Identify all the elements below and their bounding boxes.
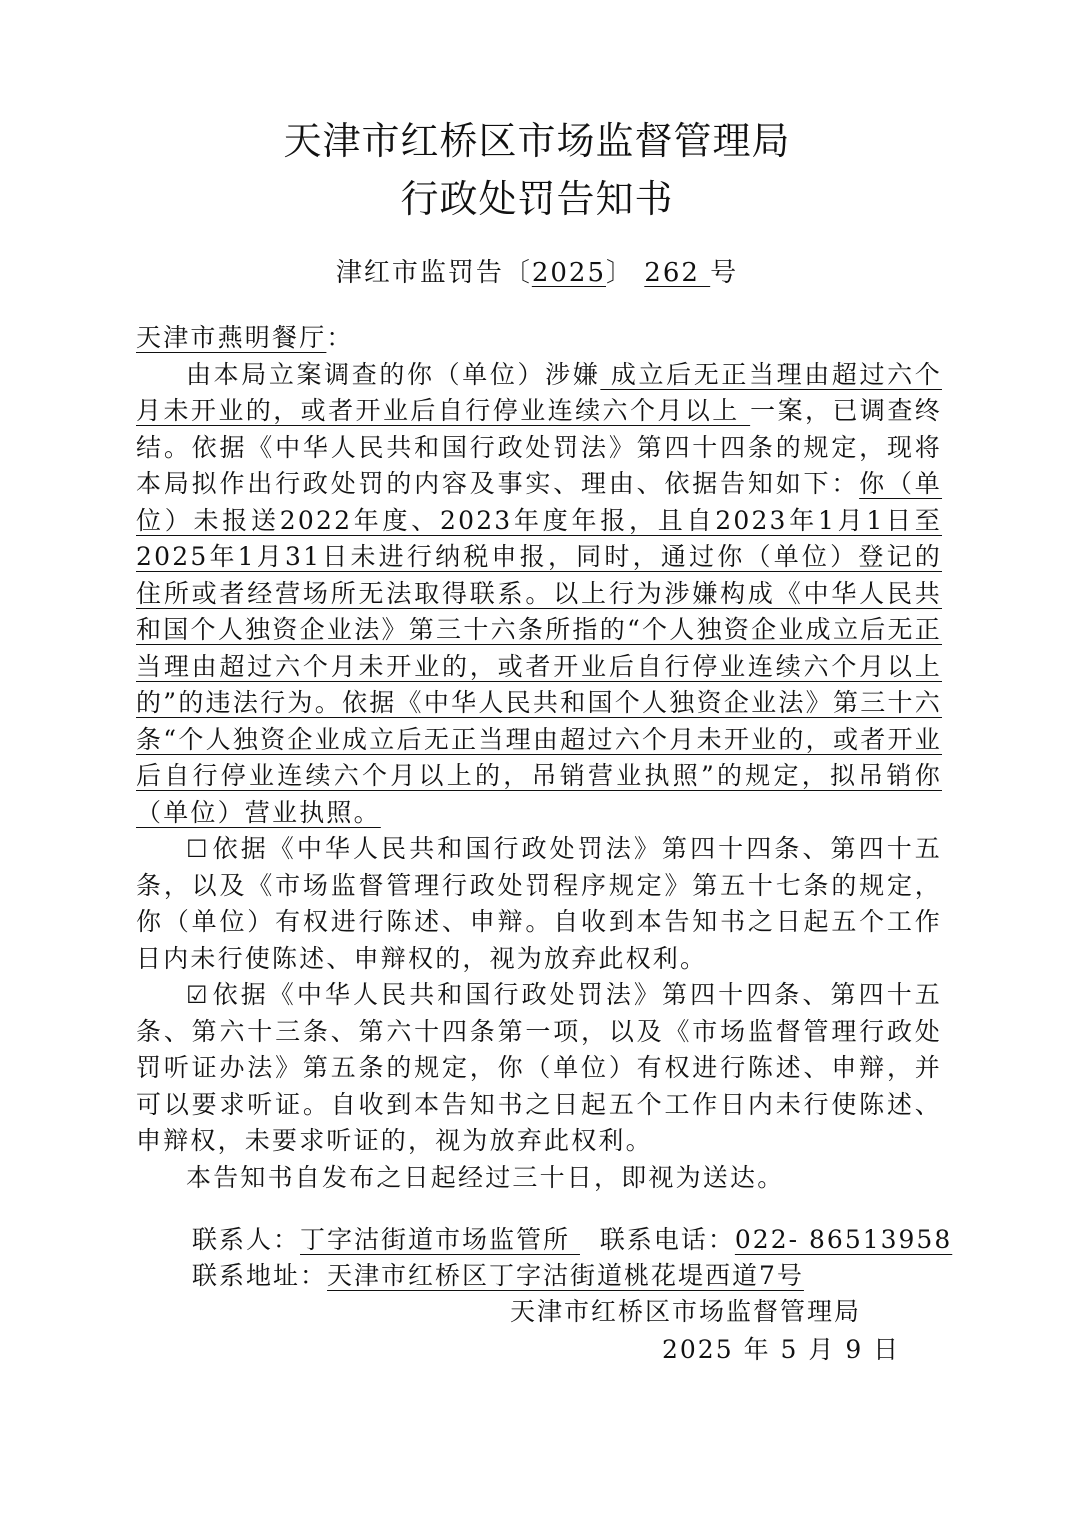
doc-number-suffix: 号 — [710, 258, 739, 288]
option-statement-text: 依据《中华人民共和国行政处罚法》第四十四条、第四十五条，以及《市场监督管理行政处罚程序规定》第五十七条的规定，你（单位）有权进行陈述、申辩。自收到本告知书之日起五个工作日内未行使陈述、申辩权的，视为放弃此权利。 — [136, 834, 942, 973]
contact-line — [192, 1222, 952, 1258]
doc-number-mid: 〕 — [606, 258, 635, 288]
contact-phone: 022- 86513958 — [734, 1225, 953, 1254]
signature-org: 天津市红桥区市场监督管理局 — [510, 1297, 862, 1326]
paragraph-delivery: 本告知书自发布之日起经过三十日，即视为送达。 — [186, 1162, 785, 1192]
contact-person-label: 联系人： — [192, 1225, 301, 1254]
document-number — [0, 258, 1074, 288]
signature-date: 2025 年 5 月 9 日 — [662, 1335, 901, 1364]
recipient-name: 天津市燕明餐厅 — [136, 323, 327, 352]
case-description: 成立后无正当理由超过六个月未开业的，或者开业后自行停业连续六个月以上 — [136, 359, 942, 425]
contact-person: 丁字沽街道市场监管所 — [300, 1225, 580, 1254]
contact-phone-label: 联系电话： — [599, 1225, 735, 1254]
document-subtitle: 行政处罚告知书 — [400, 177, 674, 221]
recipient-colon: ： — [326, 323, 354, 352]
option-hearing-text: 依据《中华人民共和国行政处罚法》第四十四条、第四十五条、第六十三条、第六十四条第一项，以及《市场监督管理行政处罚听证办法》第五条的规定，你（单位）有权进行陈述、申辩，并可以要求听证。自收到本告知书之日起五个工作日内未行使陈述、申辩权，未要求听证的，视为放弃此权利。 — [136, 980, 942, 1155]
unchecked-box-icon[interactable]: ☐ — [186, 835, 210, 863]
paragraph-option-statement — [136, 831, 942, 977]
doc-number-value: 262 — [644, 258, 711, 288]
facts-lead: 由本局立案调查的你（单位）涉嫌 — [186, 359, 601, 389]
address-line — [192, 1258, 804, 1294]
penalty-content: 你（单位）未报送2022年度、2023年度年报，且自2023年1月1日至2025年1月31日未进行纳税申报，同时，通过你（单位）登记的住所或者经营场所无法取得联系。以上行为涉嫌构成《中华人民共和国个人独资企业法》第三十六条所指的“个人独资企业成立后无正当理由超过六个月未开业的，或者开业后自行停业连续六个月以上的”的违法行为。依据《中华人民共和国个人独资企业法》第三十六条“个人独资企业成立后无正当理由超过六个月未开业的，或者开业后自行停业连续六个月以上的，吊销营业执照”的规定，拟吊销你（单位）营业执照。 — [136, 469, 943, 827]
paragraph-facts — [136, 357, 942, 832]
recipient-line — [136, 320, 942, 357]
contact-address-label: 联系地址： — [192, 1261, 328, 1290]
contact-address: 天津市红桥区丁字沽街道桃花堤西道7号 — [327, 1261, 804, 1290]
checked-box-icon[interactable]: ☑ — [186, 981, 210, 1009]
facts-mid: 一案，已调查终结。依据《中华人民共和国行政处罚法》第四十四条的规定，现将本局拟作出行政处罚的内容及事实、理由、依据告知如下： — [136, 396, 942, 498]
notice-body — [136, 320, 942, 1196]
document-title: 天津市红桥区市场监督管理局 — [283, 119, 791, 163]
doc-number-year: 2025 — [531, 258, 606, 288]
doc-number-prefix: 津红市监罚告〔 — [335, 258, 532, 288]
paragraph-option-hearing — [136, 977, 942, 1160]
